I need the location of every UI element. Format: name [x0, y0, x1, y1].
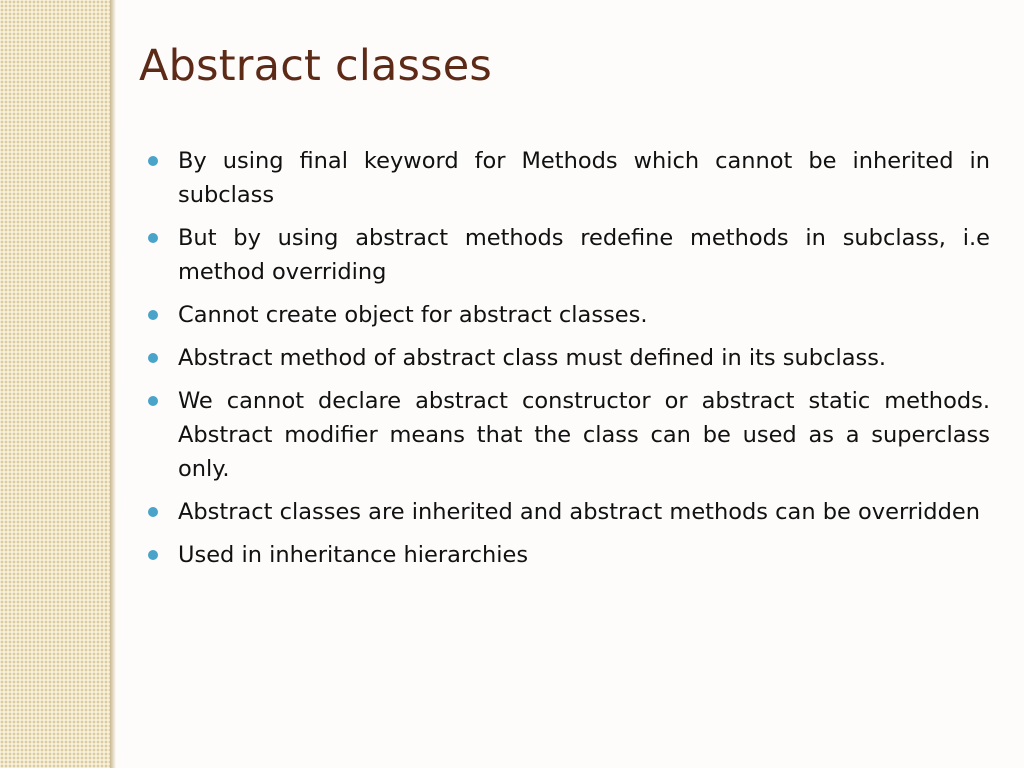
list-item: [178, 298, 990, 332]
list-item: [178, 341, 990, 375]
bullet-point-icon: [148, 507, 158, 517]
list-item: [178, 495, 990, 529]
bullet-text: Abstract classes are inherited and abstract methods can be overridden: [178, 499, 980, 525]
bullet-point-icon: [148, 396, 158, 406]
list-item: [178, 538, 990, 572]
bullet-text: By using final keyword for Methods which cannot be inherited in subclass: [178, 148, 990, 208]
bullet-point-icon: [148, 156, 158, 166]
bullet-point-icon: [148, 353, 158, 363]
list-item: [178, 384, 990, 486]
bullet-text: Abstract method of abstract class must defined in its subclass.: [178, 345, 887, 371]
side-strip-edge: [110, 0, 116, 768]
bullet-point-icon: [148, 310, 158, 320]
bullet-list: [178, 144, 990, 581]
list-item: [178, 221, 990, 289]
list-item: [178, 144, 990, 212]
bullet-point-icon: [148, 550, 158, 560]
bullet-text: Cannot create object for abstract classes.: [178, 302, 648, 328]
decorative-side-strip: [0, 0, 110, 768]
bullet-text: We cannot declare abstract constructor or abstract static methods. Abstract modifier means that the class can be used as a superclass only.: [178, 388, 990, 482]
slide-title: Abstract classes: [139, 41, 492, 91]
bullet-point-icon: [148, 233, 158, 243]
bullet-text: But by using abstract methods redefine methods in subclass, i.e method overriding: [178, 225, 990, 285]
bullet-text: Used in inheritance hierarchies: [178, 542, 529, 568]
